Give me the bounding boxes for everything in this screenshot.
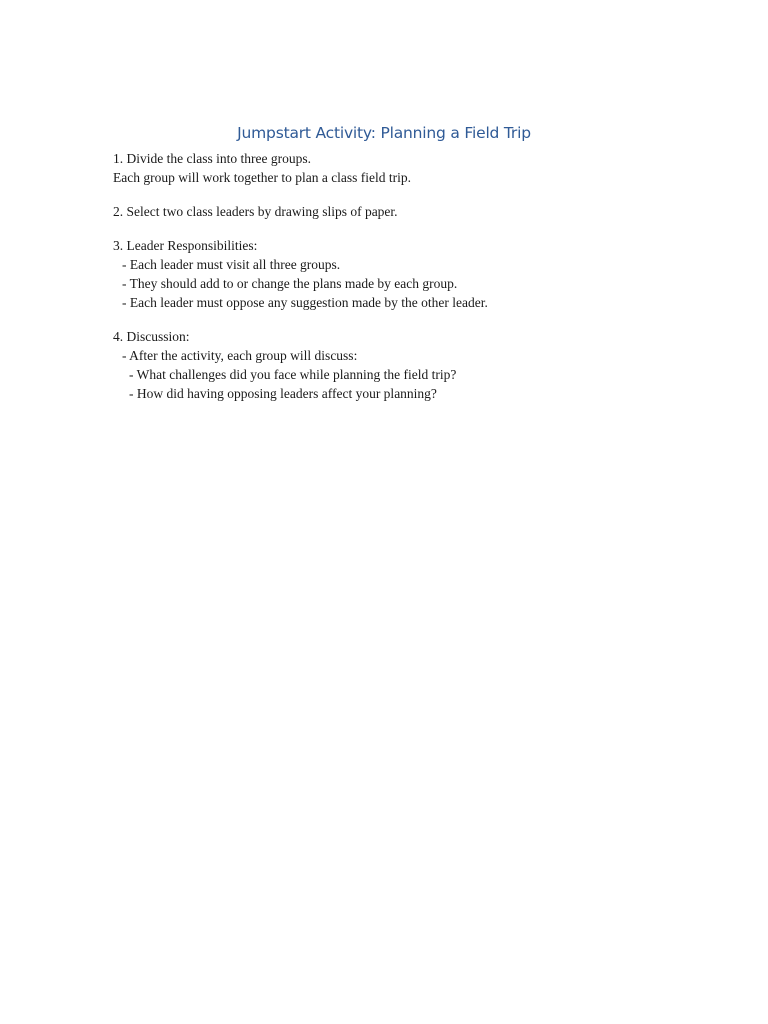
step-3-heading: 3. Leader Responsibilities: [113,238,258,253]
step-3-bullet-3: - Each leader must oppose any suggestion made by the other leader. [122,295,488,310]
document-title: Jumpstart Activity: Planning a Field Trip [237,124,531,142]
step-4-subbullet-2: - How did having opposing leaders affect your planning? [129,386,437,401]
document-body [113,149,673,403]
step-3-bullet-1: - Each leader must visit all three groups. [122,257,341,272]
step-4 [113,327,673,403]
step-1 [113,149,673,187]
step-4-bullet: - After the activity, each group will discuss: [122,348,358,363]
step-3-bullet-2: - They should add to or change the plans made by each group. [122,276,458,291]
step-2 [113,202,673,221]
step-4-subbullet-1: - What challenges did you face while planning the field trip? [129,367,457,382]
step-1-line-1: 1. Divide the class into three groups. [113,151,311,166]
step-1-line-2: Each group will work together to plan a class field trip. [113,170,412,185]
step-3 [113,236,673,312]
step-4-heading: 4. Discussion: [113,329,190,344]
step-2-line-1: 2. Select two class leaders by drawing slips of paper. [113,204,398,219]
